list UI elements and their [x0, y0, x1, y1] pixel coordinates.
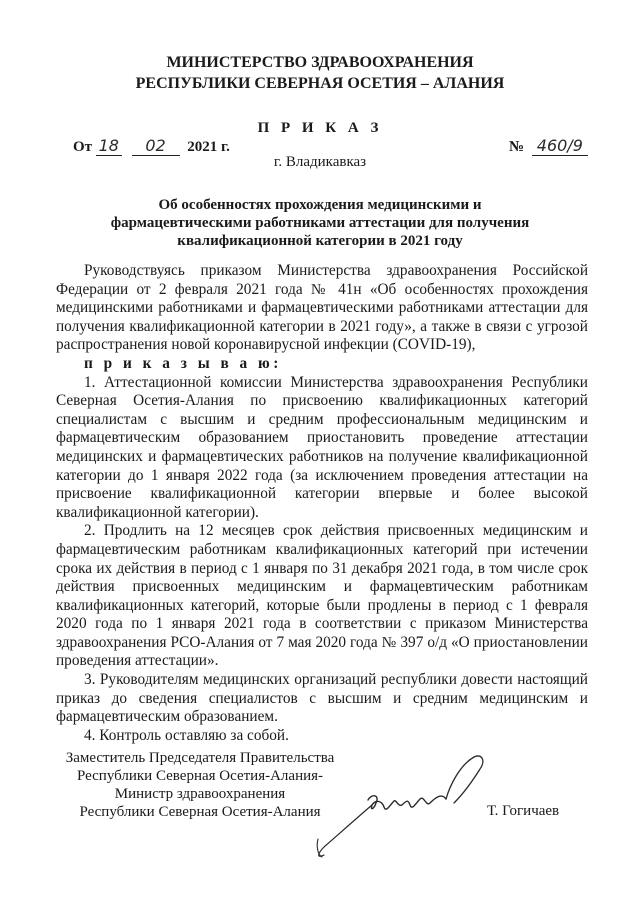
subject-line: Об особенностях прохождения медицинскими и — [158, 197, 482, 213]
ministry-name-line2: РЕСПУБЛИКИ СЕВЕРНАЯ ОСЕТИЯ – АЛАНИЯ — [135, 75, 505, 92]
date-month-handwritten: 02 — [132, 136, 180, 156]
order-title: П Р И К А З — [257, 120, 383, 136]
signatory-line: Республики Северная Осетия-Алания- — [76, 768, 324, 784]
date-day-handwritten: 18 — [96, 136, 122, 156]
subject-line: квалификационной категории в 2021 году — [177, 233, 463, 249]
prikazyvayu-heading: п р и к а з ы в а ю: — [84, 354, 282, 372]
ministry-name-line1: МИНИСТЕРСТВО ЗДРАВООХРАНЕНИЯ — [166, 54, 474, 71]
date-prefix: От — [73, 139, 93, 155]
number-prefix: № — [509, 139, 525, 155]
order-item-1: 1. Аттестационной комиссии Министерства здравоохранения Республики Северная Осетия-Алания по присвоению квалификационных категорий специалистам с высшим и средним профессиональным медицинским и фармацевтическим образованием приостановить проведение аттестации медицинских и фармацевтических работников на получение квалификационной категории до 1 января 2022 года (за исключением проведения аттестации на присвоение квалификационной категории впервые и более высокой квалификационной категории). — [56, 373, 588, 521]
order-item-2: 2. Продлить на 12 месяцев срок действия присвоенных медицинским и фармацевтическим работникам квалификационных категорий при истечении срока их действия в период с 1 января по 31 декабря 2021 года, в том числе срок действия присвоенных медицинским и фармацевтическим работникам квалификационных категорий, которые были продлены в период с 1 февраля 2020 года по 1 января 2021 года в соответствии с приказом Министерства здравоохранения РСО-Алания от 7 мая 2020 года № 397 о/д «О приостановлении проведения аттестации». — [56, 522, 588, 670]
order-body — [56, 262, 588, 745]
signatory-line: Республики Северная Осетия-Алания — [79, 804, 321, 820]
order-item-4: 4. Контроль оставляю за собой. — [84, 726, 289, 744]
signatory-line: Заместитель Председателя Правительства — [65, 750, 335, 766]
order-item-3: 3. Руководителям медицинских организаций республики довести настоящий приказ до сведения специалистов с высшим и средним медицинским и фармацевтическим образованием. — [56, 671, 588, 726]
handwritten-signature — [310, 755, 490, 865]
number-handwritten: 460/9 — [532, 136, 588, 156]
signatory-name: Т. Гогичаев — [487, 803, 560, 819]
signatory-title — [50, 749, 350, 821]
signatory-line: Министр здравоохранения — [114, 786, 286, 802]
preamble-paragraph: Руководствуясь приказом Министерства здравоохранения Российской Федерации от 2 февраля 2021 года № 41н «Об особенностях прохождения медицинскими работниками и фармацевтическими работниками аттестации для получения квалификационной категории в 2021 году», а также в связи с угрозой распространения новой коронавирусной инфекции (COVID-19), — [56, 262, 588, 354]
city: г. Владикавказ — [273, 154, 367, 170]
order-number — [509, 136, 588, 156]
subject-line: фармацевтическими работниками аттестации для получения — [110, 215, 530, 231]
order-subject — [60, 196, 580, 250]
order-date — [73, 136, 230, 156]
date-year: 2021 г. — [187, 139, 230, 155]
